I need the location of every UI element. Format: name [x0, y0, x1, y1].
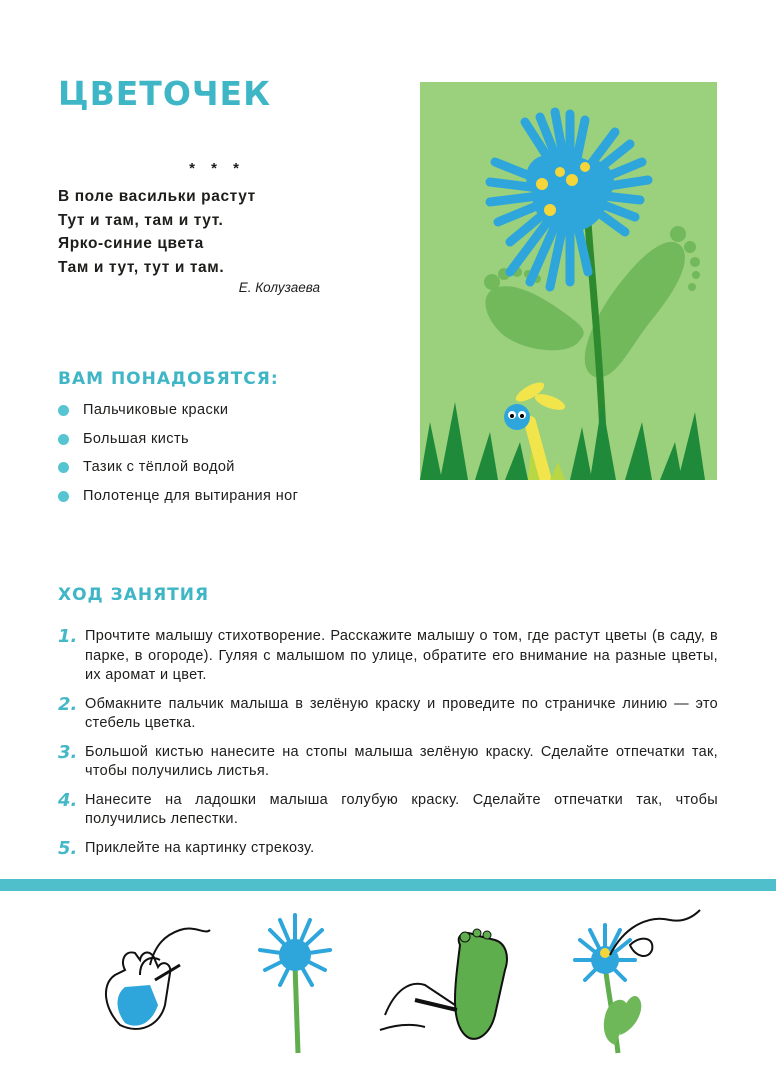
dragonfly-applying-sketch: [570, 905, 710, 1055]
cornflower-illustration: [420, 82, 717, 480]
material-label: Пальчиковые краски: [83, 402, 229, 418]
material-label: Полотенце для вытирания ног: [83, 487, 299, 504]
bullet-icon: [58, 434, 69, 445]
hand-painting-sketch: [80, 905, 220, 1055]
step-text: Нанесите на ладошки малыша голубую краску. Сделайте отпечатки так, чтобы получились лепестки.: [85, 791, 718, 827]
step-text: Прочтите малышу стихотворение. Расскажите малышу о том, где растут цветы (в саду, в парке, в огороде). Гуляя с малышом по улице, обратите его внимание на разные цветы, их аромат и цвет.: [85, 628, 718, 683]
poem-author: Е. Колузаева: [238, 280, 320, 295]
foot-painting-sketch: [365, 905, 535, 1055]
poem-line: Там и тут, тут и там.: [58, 258, 225, 276]
step-item: [58, 839, 718, 859]
step-text: Обмакните пальчик малыша в зелёную краску и проведите по страничке линию — это стебель цветка.: [85, 695, 718, 731]
poem-line: В поле васильки растут: [58, 188, 256, 205]
step-number: 4.: [58, 789, 78, 811]
step-item: [58, 695, 718, 734]
cornflower-picture: [420, 82, 717, 480]
material-label: Большая кисть: [83, 430, 189, 447]
step-number: 1.: [58, 626, 78, 647]
flower-sketch: [250, 905, 340, 1055]
poem: [58, 160, 348, 295]
steps-list: [58, 627, 718, 867]
material-label: Тазик с тёплой водой: [83, 459, 235, 475]
bullet-icon: [58, 405, 69, 416]
list-item: [58, 457, 298, 486]
step-item: [58, 743, 718, 782]
step-text: Большой кистью нанесите на стопы малыша зелёную краску. Сделайте отпечатки так, чтобы получились листья.: [85, 743, 718, 779]
steps-heading: ХОД ЗАНЯТИЯ: [58, 585, 210, 605]
poem-line: Тут и там, там и тут.: [58, 211, 224, 229]
list-item: [58, 429, 298, 458]
step-text: Приклейте на картинку стрекозу.: [85, 839, 315, 856]
step-number: 2.: [58, 693, 78, 715]
step-item: [58, 627, 718, 686]
poem-stars: * * *: [189, 160, 245, 177]
bullet-icon: [58, 462, 69, 473]
page-title: ЦВЕТОЧЕК: [58, 74, 272, 113]
grass: [420, 402, 705, 480]
step-number: 5.: [58, 837, 78, 859]
poem-line: Ярко-синие цвета: [58, 235, 204, 252]
list-item: [58, 486, 298, 515]
list-item: [58, 400, 298, 429]
step-number: 3.: [58, 741, 78, 763]
materials-list: [58, 400, 298, 514]
divider-band: [0, 879, 776, 891]
step-item: [58, 791, 718, 830]
materials-heading: ВАМ ПОНАДОБЯТСЯ:: [58, 369, 279, 389]
bullet-icon: [58, 491, 69, 502]
